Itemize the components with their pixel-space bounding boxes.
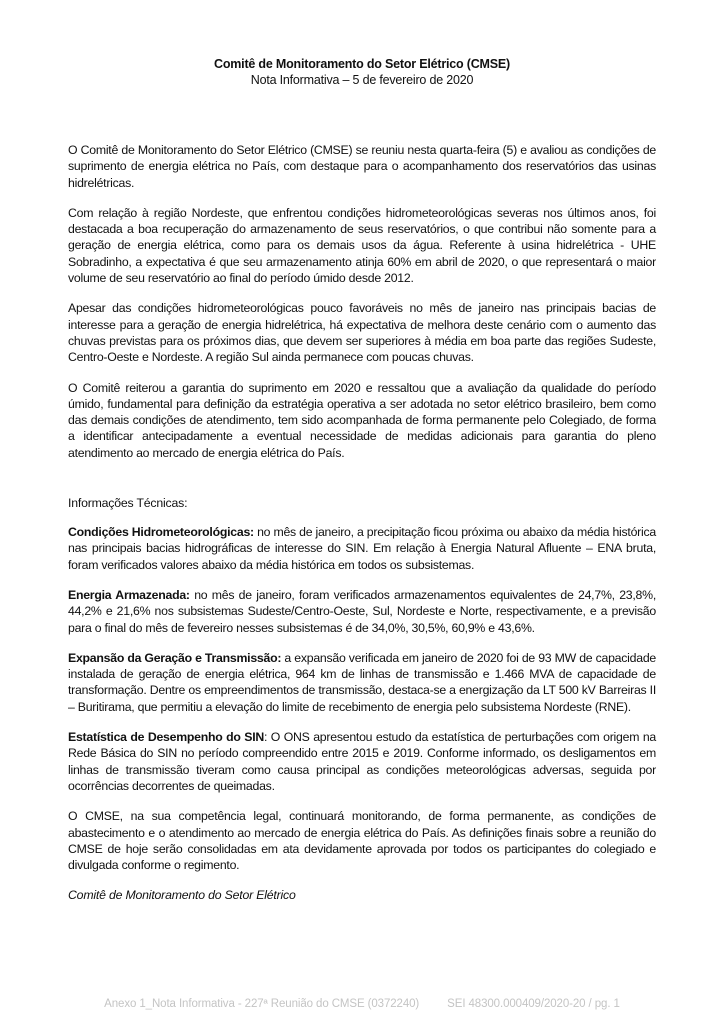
footer-sei-reference: SEI 48300.000409/2020-20 / pg. 1 — [447, 998, 620, 1010]
technical-item-performance — [68, 729, 656, 794]
page-footer — [0, 998, 724, 1010]
document-subtitle: Nota Informativa – 5 de fevereiro de 2020 — [250, 73, 474, 87]
technical-text: no mês de janeiro, foram verificados armazenamentos equivalentes de 24,7%, 23,8%, 44,2% e 21,6% nos subsistemas Sudeste/Centro-Oeste, Sul, Nordeste e Norte, respectivamente, e a previsão para o final do mês de fevereiro nesses subsistemas é de 34,0%, 30,5%, 60,9% e 43,6%. — [68, 587, 656, 635]
document-page — [68, 56, 656, 903]
technical-term: Energia Armazenada: — [68, 587, 190, 602]
document-title: Comitê de Monitoramento do Setor Elétrico (CMSE) — [214, 57, 510, 71]
technical-item-stored-energy — [68, 587, 656, 636]
document-header — [68, 56, 656, 88]
signature: Comitê de Monitoramento do Setor Elétrico — [68, 888, 296, 903]
technical-text: : O ONS apresentou estudo da estatística de perturbações com origem na Rede Básica do SIN no período compreendido entre 2015 e 2019. Conforme informado, os desligamentos em linhas de transmissão tiveram como causa principal as condições meteorológicas adversas, seguida por ocorrências decorrentes de queimadas. — [68, 730, 656, 793]
technical-text: no mês de janeiro, a precipitação ficou próxima ou abaixo da média histórica nas principais bacias hidrográficas de interesse do SIN. Em relação à Energia Natural Afluente – ENA bruta, foram verificados valores abaixo da média histórica em todos os subsistemas. — [68, 525, 656, 572]
paragraph-nordeste: Com relação à região Nordeste, que enfrentou condições hidrometeorológicas severas nos últimos anos, foi destacada a boa recuperação do armazenamento de seus reservatórios, o que contribui não somente para a geração de energia elétrica, como para os demais usos da água. Referente à usina hidrelétrica - UHE Sobradinho, a expectativa é que seu armazenamento atinja 60% em abril de 2020, o que representará o maior volume de seu reservatório ao final do período úmido desde 2012. — [68, 205, 656, 286]
technical-item-expansion — [68, 650, 656, 715]
paragraph-supply-guarantee: O Comitê reiterou a garantia do suprimento em 2020 e ressaltou que a avaliação da qualidade do período úmido, fundamental para definição da estratégia operativa a ser adotada no setor elétrico brasileiro, bem como das demais condições de atendimento, tem sido acompanhada de forma permanente pelo Colegiado, de forma a identificar antecipadamente a eventual necessidade de medidas adicionais para garantia do pleno atendimento ao mercado de energia elétrica do País. — [68, 380, 656, 460]
technical-text: a expansão verificada em janeiro de 2020 foi de 93 MW de capacidade instalada de geração de energia elétrica, 964 km de linhas de transmissão e 1.466 MVA de capacidade de transformação. Dentre os empreendimentos de transmissão, destaca-se a energização da LT 500 kV Barreiras II – Buritirama, que permitiu a elevação do limite de recebimento de energia pelo subsistema Nordeste (RNE). — [68, 650, 657, 714]
footer-document-reference: Anexo 1_Nota Informativa - 227ª Reunião do CMSE (0372240) — [104, 998, 420, 1010]
technical-term: Estatística de Desempenho do SIN — [68, 730, 265, 745]
paragraph-intro: O Comitê de Monitoramento do Setor Elétrico (CMSE) se reuniu nesta quarta-feira (5) e avaliou as condições de suprimento de energia elétrica no País, com destaque para o acompanhamento dos reservatórios das usinas hidrelétricas. — [68, 143, 656, 190]
technical-info-heading: Informações Técnicas: — [68, 496, 188, 511]
technical-term: Expansão da Geração e Transmissão: — [68, 650, 282, 665]
technical-item-hydrometeorological — [68, 524, 656, 573]
paragraph-closing: O CMSE, na sua competência legal, continuará monitorando, de forma permanente, as condições de abastecimento e o atendimento ao mercado de energia elétrica do País. As definições finais sobre a reunião do CMSE de hoje serão consolidadas em ata devidamente aprovada por todos os participantes do colegiado e divulgada conforme o regimento. — [68, 809, 656, 873]
technical-term: Condições Hidrometeorológicas: — [68, 525, 254, 540]
paragraph-january-conditions: Apesar das condições hidrometeorológicas pouco favoráveis no mês de janeiro nas principais bacias de interesse para a geração de energia hidrelétrica, há expectativa de melhora deste cenário com o aumento das chuvas previstas para os próximos dias, que devem ser superiores à média em boa parte das regiões Sudeste, Centro-Oeste e Nordeste. A região Sul ainda permanece com poucas chuvas. — [68, 301, 656, 365]
